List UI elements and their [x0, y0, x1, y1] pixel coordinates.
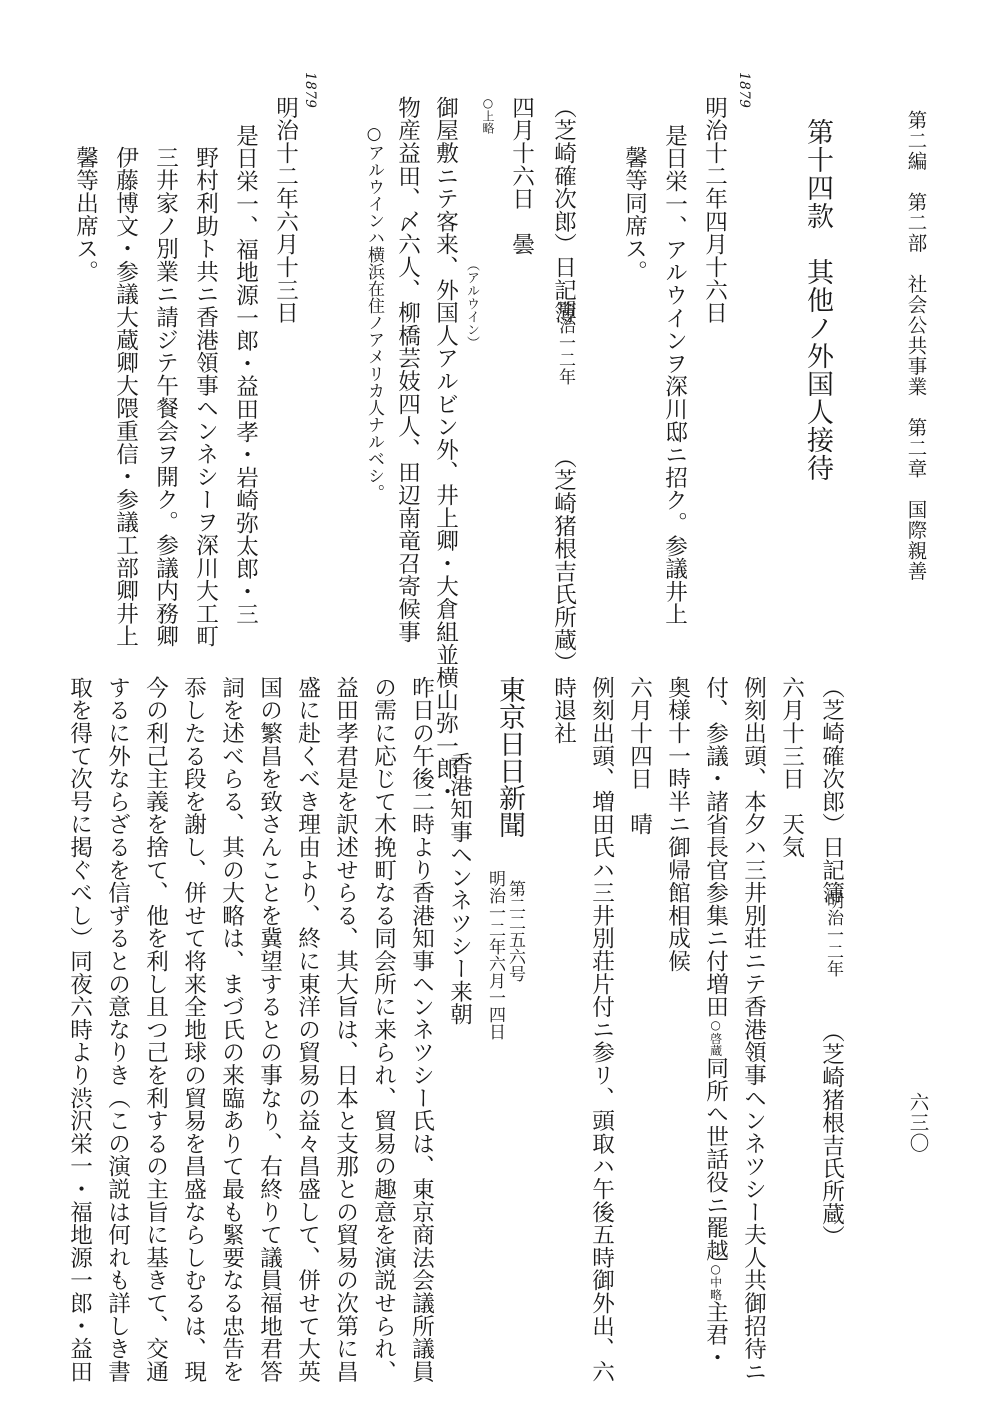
source2-title: （芝崎確次郎）日記簿 [818, 676, 845, 904]
source1-owner: （芝崎猪根吉氏所蔵） [550, 446, 577, 674]
diary2-line2-end: 主君・ [702, 1300, 729, 1369]
newspaper-date: 明治一二年六月一四日 [485, 870, 505, 1040]
diary2-line3: 奥様十一時半ニ御帰館相成候 [664, 676, 691, 973]
newspaper-line-4: 国の繁昌を致さんことを冀望するとの事なり、右終りて議員福地君答 [256, 676, 283, 1383]
entry2-date: 明治十二年六月十三日 [272, 96, 299, 324]
running-header: 第二編 第二部 社会公共事業 第二章 国際親善 [904, 110, 928, 582]
diary2-line4: 例刻出頭、増田氏ハ三井別荘片付ニ参リ、頭取ハ午後五時御外出、六 [588, 676, 615, 1383]
entry2-line4: 伊藤博文・参議大蔵卿大隈重信・参議工部卿井上 [112, 146, 139, 648]
newspaper-line-6: 忝したる段を謝し、併せて将来全地球の貿易を昌盛ならしむるは、現 [180, 676, 207, 1383]
source2-era: 明治一二年 [823, 892, 843, 977]
entry2-line3: 三井家ノ別業ニ請ジテ午餐会ヲ開ク。参議内務卿 [152, 146, 179, 648]
diary2-line2 [704, 676, 727, 1369]
entry2-line5: 馨等出席ス。 [72, 146, 99, 283]
source2-owner: （芝崎猪根吉氏所蔵） [818, 1020, 845, 1248]
entry2-line2: 野村利助ト共ニ香港領事ヘンネシーヲ深川大工町 [192, 146, 219, 648]
diary-note: ○アルウインハ横浜在住ノアメリカ人ナルベシ。 [364, 124, 384, 501]
diary-ruby: （アルウイン） [464, 258, 479, 349]
newspaper-line-5: 詞を述べらる、其の大略は、まづ氏の来臨ありて最も緊要なる忠告を [218, 676, 245, 1383]
source1-title: （芝崎確次郎）日記簿 [550, 96, 577, 324]
entry1-date: 明治十二年四月十六日 [701, 96, 728, 324]
diary2-date2: 六月十四日 晴 [626, 676, 653, 836]
diary2-date1: 六月十三日 天気 [778, 676, 805, 859]
diary2-line5: 時退社 [550, 676, 577, 745]
diary2-line2-note: ○啓蔵 [708, 1018, 723, 1057]
newspaper-line-8: するに外ならざるを信ずるとの意なりき（この演説は何れも詳しき書 [104, 676, 131, 1383]
diary2-line2-omit: ○中略 [708, 1261, 723, 1301]
diary-date: 四月十六日 曇 [508, 96, 535, 256]
diary2-line2-rest: 同所へ世話役ニ罷越 [702, 1056, 729, 1262]
newspaper-line-2: 益田孝君是を訳述せらる、其大旨は、日本と支那との貿易の次第に昌 [332, 676, 359, 1383]
newspaper-line-9: 取を得て次号に掲ぐべし）同夜六時より渋沢栄一・福地源一郎・益田 [66, 676, 93, 1383]
entry1-line1: 是日栄一、アルウインヲ深川邸ニ招ク。参議井上 [661, 124, 688, 626]
newspaper-line-1: の需に応じて木挽町なる同会所に来られ、貿易の趣意を演説せられ、 [370, 676, 397, 1383]
page-number: 六三〇 [906, 1092, 930, 1154]
entry1-line2: 馨等同席ス。 [621, 146, 648, 283]
newspaper-line-0: 昨日の午後二時より香港知事ヘンネツシー氏は、東京商法会議所議員 [408, 676, 435, 1383]
section-title: 第十四款 其他ノ外国人接待 [802, 118, 833, 482]
newspaper-title: 東京日日新聞 [494, 676, 525, 838]
newspaper-issue: 第二二五六号 [505, 880, 525, 982]
diary2-line1: 例刻出頭、本夕ハ三井別荘ニテ香港領事ヘンネツシー夫人共御招待ニ [740, 676, 767, 1383]
newspaper-heading: 香港知事ヘンネツシー来朝 [446, 752, 473, 1026]
newspaper-line-7: 今の利己主義を捨て、他を利し且つ己を利するの主旨に基きて、交通 [142, 676, 169, 1383]
diary2-line2-text: 付、参議・諸省長官参集ニ付増田 [702, 676, 729, 1018]
entry1-year: 1879 [736, 72, 752, 109]
diary-line1: 御屋敷ニテ客来、外国人アルビン外、井上卿・大倉組並横山弥一郎・ [432, 96, 459, 803]
source1-era: 明治一二年 [555, 300, 575, 385]
diary-line2: 物産益田、〆六人、柳橋芸妓四人、田辺南竜召寄候事 [394, 96, 421, 644]
diary-omission: ○上略 [481, 96, 495, 134]
newspaper-line-3: 盛に赴くべき理由より、終に東洋の貿易の益々昌盛して、併せて大英 [294, 676, 321, 1383]
entry2-year: 1879 [302, 72, 318, 109]
entry2-line1: 是日栄一、福地源一郎・益田孝・岩崎弥太郎・三 [232, 124, 259, 626]
